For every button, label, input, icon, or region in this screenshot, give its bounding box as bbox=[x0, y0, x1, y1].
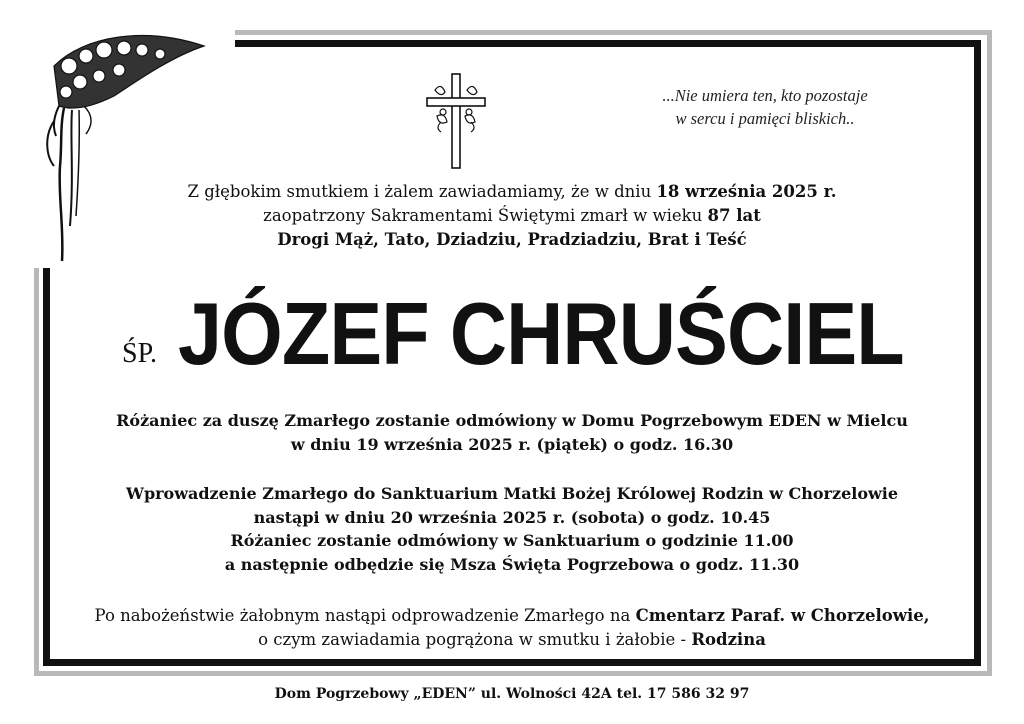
closing-line-1-text: Po nabożeństwie żałobnym nastąpi odprowadzenie Zmarłego na bbox=[94, 606, 636, 625]
rosary-line-1: Różaniec za duszę Zmarłego zostanie odmówiony w Domu Pogrzebowym EDEN w Mielcu bbox=[116, 411, 908, 430]
rosary-line-2: w dniu 19 września 2025 r. (piątek) o godz. 16.30 bbox=[290, 434, 734, 454]
ceremony-line-2: nastąpi w dniu 20 września 2025 r. (sobota) o godz. 10.45 bbox=[253, 507, 771, 527]
ceremony-line-3: Różaniec zostanie odmówiony w Sanktuarium o godzinie 11.00 bbox=[230, 531, 794, 550]
intro-line-2-text: zaopatrzony Sakramentami Świętymi zmarł w wieku bbox=[263, 206, 708, 225]
intro-line-1 bbox=[60, 180, 964, 204]
family-signature: Rodzina bbox=[691, 629, 766, 649]
cemetery-name: Cmentarz Paraf. w Chorzelowie, bbox=[635, 606, 930, 625]
announcement-intro bbox=[60, 180, 964, 252]
name-prefix: ŚP. bbox=[122, 338, 158, 369]
funeral-home-footer: Dom Pogrzebowy „EDEN” ul. Wolności 42A tel. 17 586 32 97 bbox=[274, 686, 750, 702]
deceased-name: JÓZEF CHRUŚCIEL bbox=[178, 284, 904, 383]
cross-with-lilies-icon bbox=[423, 72, 489, 170]
ceremony-line-1: Wprowadzenie Zmarłego do Sanktuarium Matki Bożej Królowej Rodzin w Chorzelowie bbox=[125, 484, 899, 503]
motto-line-1: ...Nie umiera ten, kto pozostaje bbox=[662, 86, 868, 105]
closing-info bbox=[60, 604, 964, 651]
closing-line-2-text: o czym zawiadamia pogrążona w smutku i żałobie - bbox=[258, 629, 692, 649]
intro-line-2 bbox=[60, 204, 964, 228]
family-relations: Drogi Mąż, Tato, Dziadziu, Pradziadziu, Brat i Teść bbox=[277, 230, 747, 249]
intro-line-1-text: Z głębokim smutkiem i żalem zawiadamiamy, że w dniu bbox=[187, 182, 657, 201]
closing-line-2 bbox=[60, 628, 964, 652]
death-date: 18 września 2025 r. bbox=[656, 182, 837, 201]
motto-line-2: w sercu i pamięci bliskich.. bbox=[675, 109, 855, 128]
age: 87 lat bbox=[707, 206, 761, 225]
motto-quote bbox=[620, 84, 910, 130]
ceremony-info bbox=[60, 482, 964, 576]
deceased-name-row bbox=[120, 286, 920, 386]
ceremony-line-4: a następnie odbędzie się Msza Święta Pogrzebowa o godz. 11.30 bbox=[224, 554, 800, 574]
closing-line-1 bbox=[60, 604, 964, 628]
rosary-info bbox=[60, 409, 964, 456]
